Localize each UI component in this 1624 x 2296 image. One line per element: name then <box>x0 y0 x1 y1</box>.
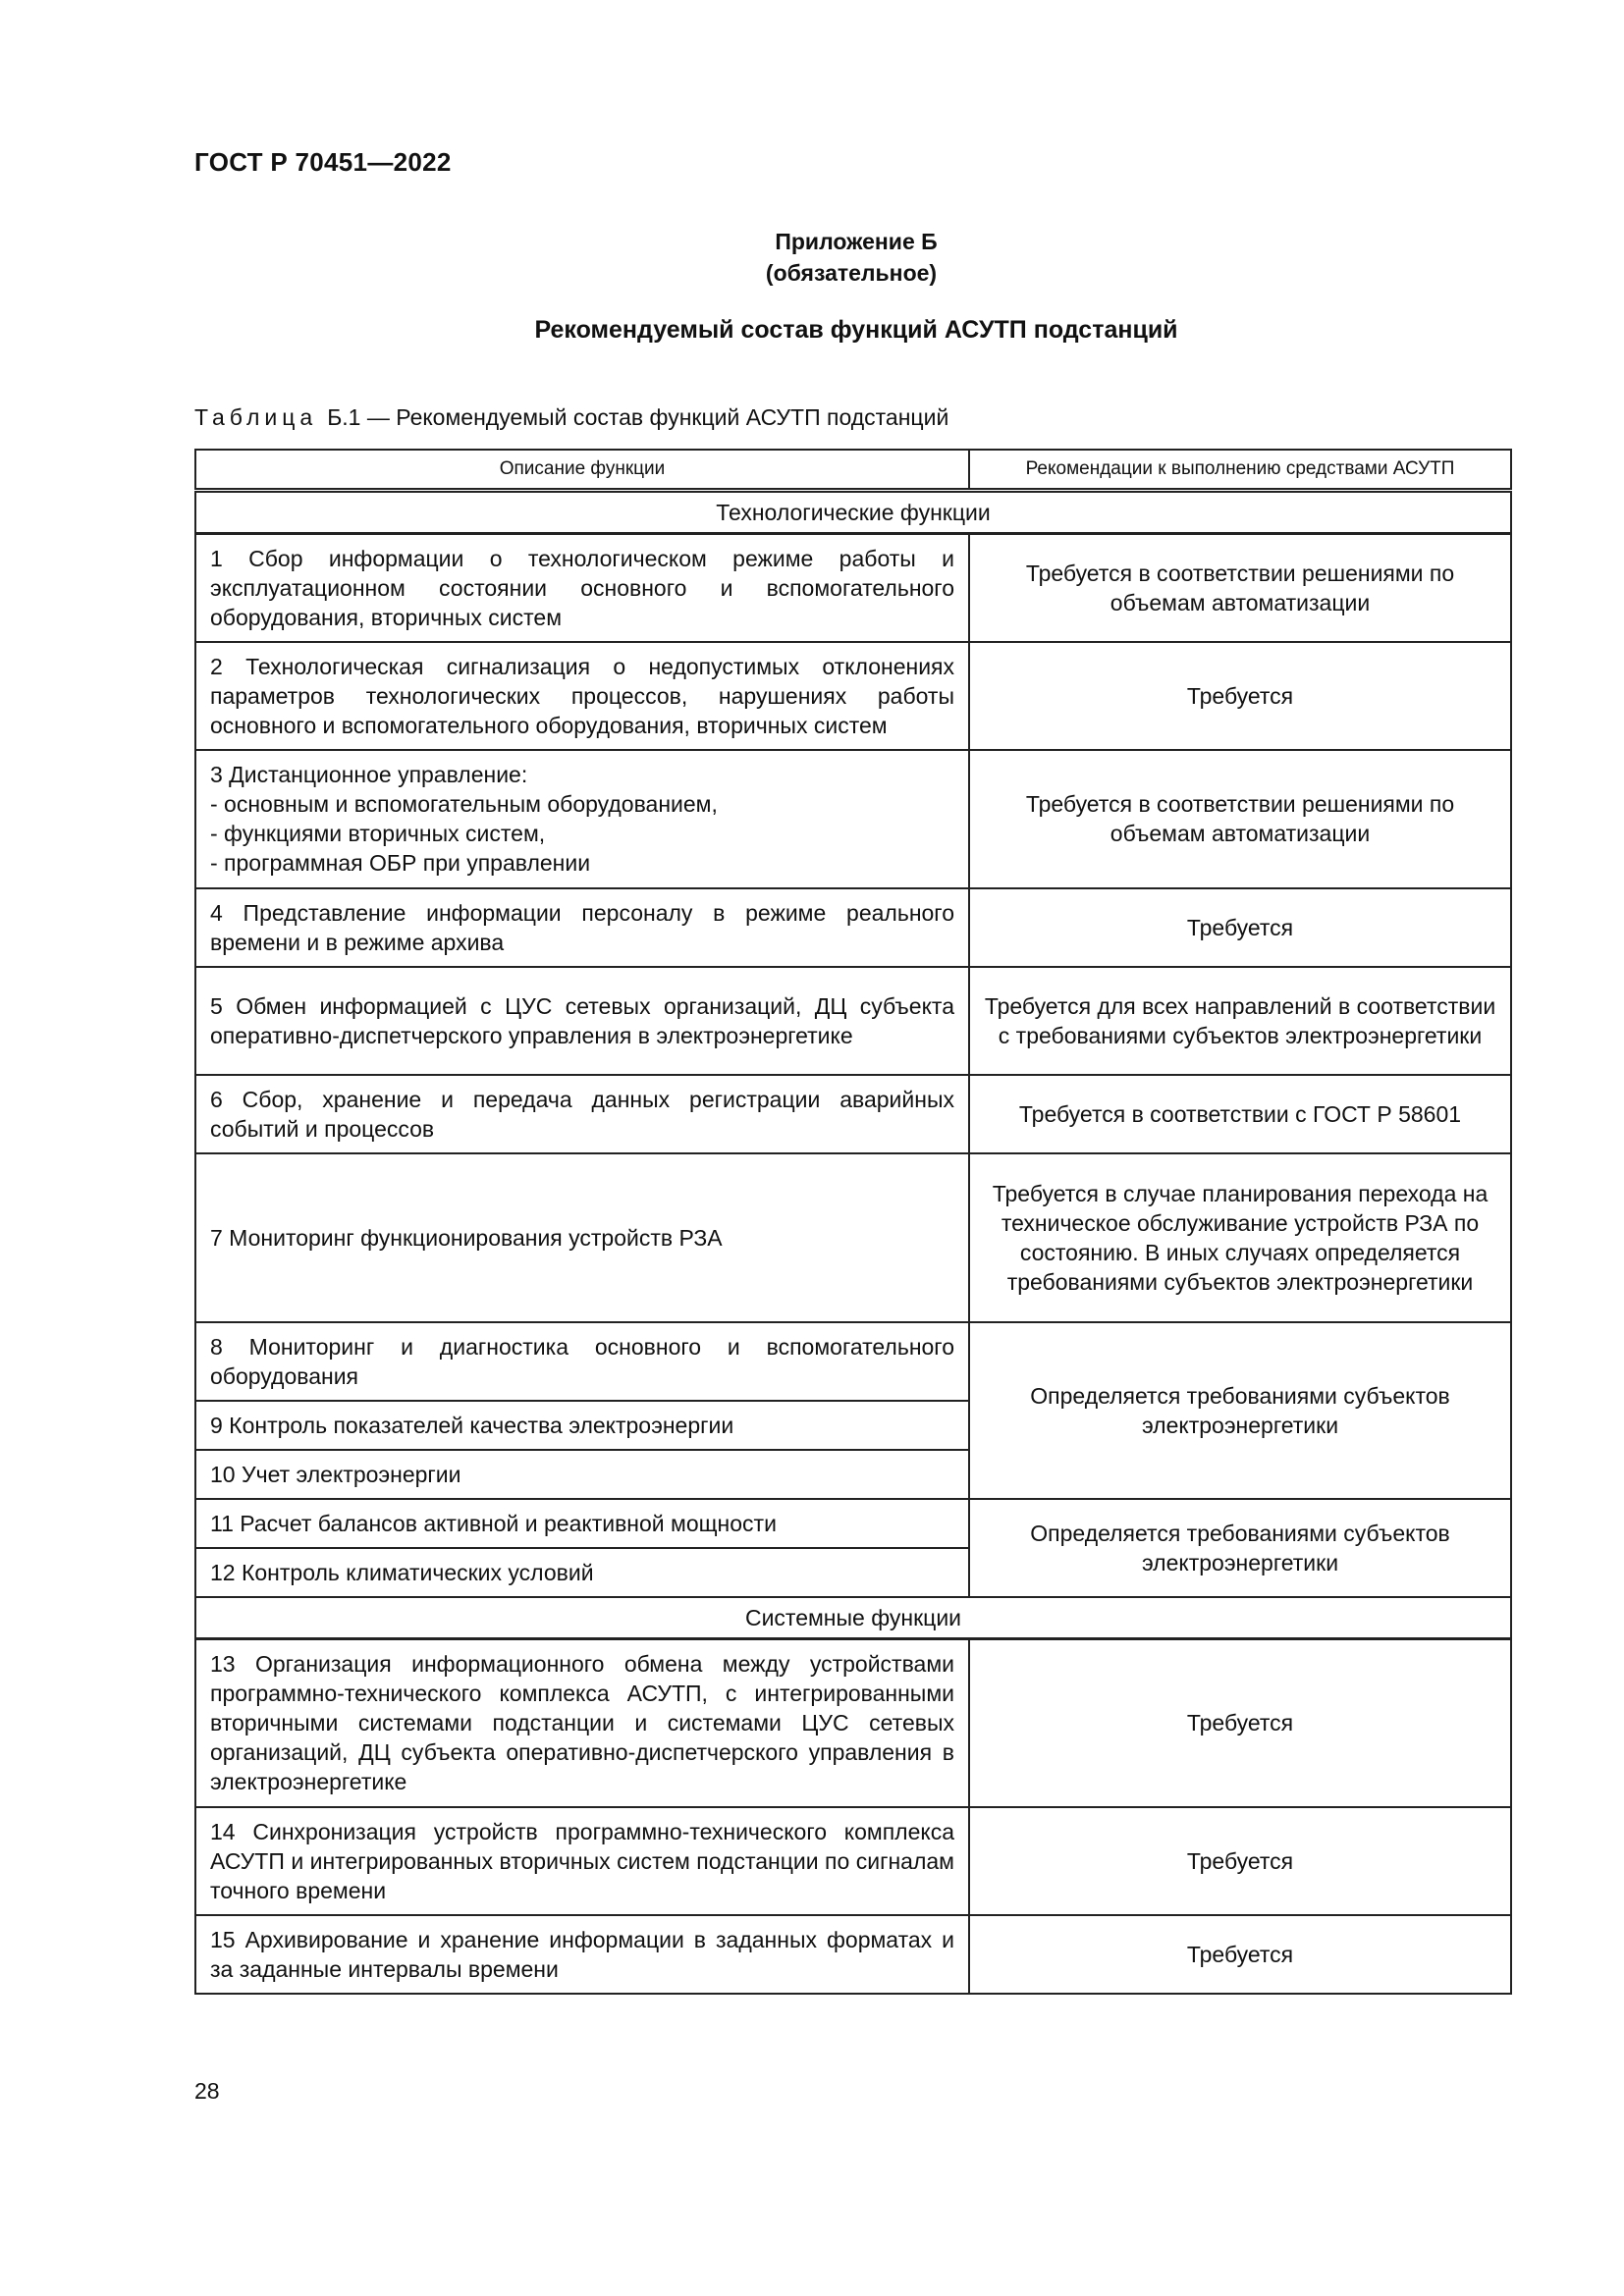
row-description: 12 Контроль климатических условий <box>195 1548 969 1597</box>
table-row <box>195 1807 1511 1915</box>
table-row <box>195 750 1511 888</box>
row-recommendation: Требуется в соответствии с ГОСТ Р 58601 <box>969 1075 1511 1153</box>
row-description: 11 Расчет балансов активной и реактивной мощности <box>195 1499 969 1548</box>
row-description: 3 Дистанционное управление: <box>210 762 528 787</box>
table-row <box>195 1915 1511 1994</box>
table-caption-label: Таблица <box>194 404 318 430</box>
row-recommendation: Требуется в случае планирования перехода на техническое обслуживание устройств РЗА по состоянию. В иных случаях определяется требованиями субъектов электроэнергетики <box>969 1153 1511 1322</box>
row-recommendation: Требуется <box>969 1807 1511 1915</box>
row-description: 10 Учет электроэнергии <box>195 1450 969 1499</box>
functions-table <box>194 449 1512 1995</box>
table-row <box>195 888 1511 967</box>
table-row <box>195 1153 1511 1322</box>
table-row <box>195 534 1511 642</box>
row-description: 5 Обмен информацией с ЦУС сетевых организаций, ДЦ субъекта оперативно-диспетчерского управления в электроэнергетике <box>195 967 969 1075</box>
row-description: 8 Мониторинг и диагностика основного и вспомогательного оборудования <box>195 1322 969 1401</box>
row-description: 6 Сбор, хранение и передача данных регистрации аварийных событий и процессов <box>195 1075 969 1153</box>
section-row <box>195 1597 1511 1639</box>
page-number: 28 <box>194 2078 220 2104</box>
row-description: 9 Контроль показателей качества электроэнергии <box>195 1401 969 1450</box>
row-recommendation: Определяется требованиями субъектов электроэнергетики <box>969 1499 1511 1597</box>
row-description: 13 Организация информационного обмена между устройствами программно-технического комплекса АСУТП, с интегрированными вторичными системами подстанции и системами ЦУС сетевых организаций, ДЦ субъекта оперативно-диспетчерского управления в электроэнергетике <box>195 1638 969 1807</box>
table-caption <box>194 404 948 431</box>
section-row <box>195 491 1511 534</box>
row-recommendation: Требуется <box>969 888 1511 967</box>
table-row <box>195 642 1511 750</box>
row-description: 2 Технологическая сигнализация о недопустимых отклонениях параметров технологических процессов, нарушениях работы основного и вспомогательного оборудования, вторичных систем <box>195 642 969 750</box>
table-row <box>195 1075 1511 1153</box>
row-recommendation: Требуется для всех направлений в соответствии с требованиями субъектов электроэнергетики <box>969 967 1511 1075</box>
section-tech-functions: Технологические функции <box>195 491 1511 534</box>
annex-title-line2: (обязательное) <box>765 260 938 286</box>
annex-title-line1: Приложение Б <box>775 229 938 254</box>
header-recommendation: Рекомендации к выполнению средствами АСУТП <box>969 450 1511 491</box>
row-description: 7 Мониторинг функционирования устройств РЗА <box>195 1153 969 1322</box>
row-recommendation: Требуется <box>969 642 1511 750</box>
list-item: - функциями вторичных систем, <box>210 821 546 846</box>
table-caption-text: Б.1 — Рекомендуемый состав функций АСУТП подстанций <box>327 404 949 430</box>
row-recommendation: Требуется <box>969 1915 1511 1994</box>
row-description: 15 Архивирование и хранение информации в заданных форматах и за заданные интервалы времени <box>195 1915 969 1994</box>
table-row <box>195 1638 1511 1807</box>
row-description-list <box>195 750 969 888</box>
table-row <box>195 1322 1511 1401</box>
table-row <box>195 967 1511 1075</box>
standard-code: ГОСТ Р 70451—2022 <box>194 147 452 177</box>
row-description: 4 Представление информации персоналу в режиме реального времени и в режиме архива <box>195 888 969 967</box>
row-recommendation: Требуется в соответствии решениями по объемам автоматизации <box>969 750 1511 888</box>
list-item: - программная ОБР при управлении <box>210 850 591 876</box>
row-description: 1 Сбор информации о технологическом режиме работы и эксплуатационном состоянии основного и вспомогательного оборудования, вторичных систем <box>195 534 969 642</box>
table-header-row <box>195 450 1511 491</box>
section-system-functions: Системные функции <box>195 1597 1511 1639</box>
list-item: - основным и вспомогательным оборудованием, <box>210 791 718 817</box>
annex-title <box>0 226 1624 289</box>
header-description: Описание функции <box>195 450 969 491</box>
row-description: 14 Синхронизация устройств программно-технического комплекса АСУТП и интегрированных вторичных систем подстанции по сигналам точного времени <box>195 1807 969 1915</box>
main-title: Рекомендуемый состав функций АСУТП подстанций <box>534 316 1178 344</box>
table-row <box>195 1499 1511 1548</box>
row-recommendation: Требуется <box>969 1638 1511 1807</box>
row-recommendation: Требуется в соответствии решениями по объемам автоматизации <box>969 534 1511 642</box>
row-recommendation: Определяется требованиями субъектов электроэнергетики <box>969 1322 1511 1499</box>
